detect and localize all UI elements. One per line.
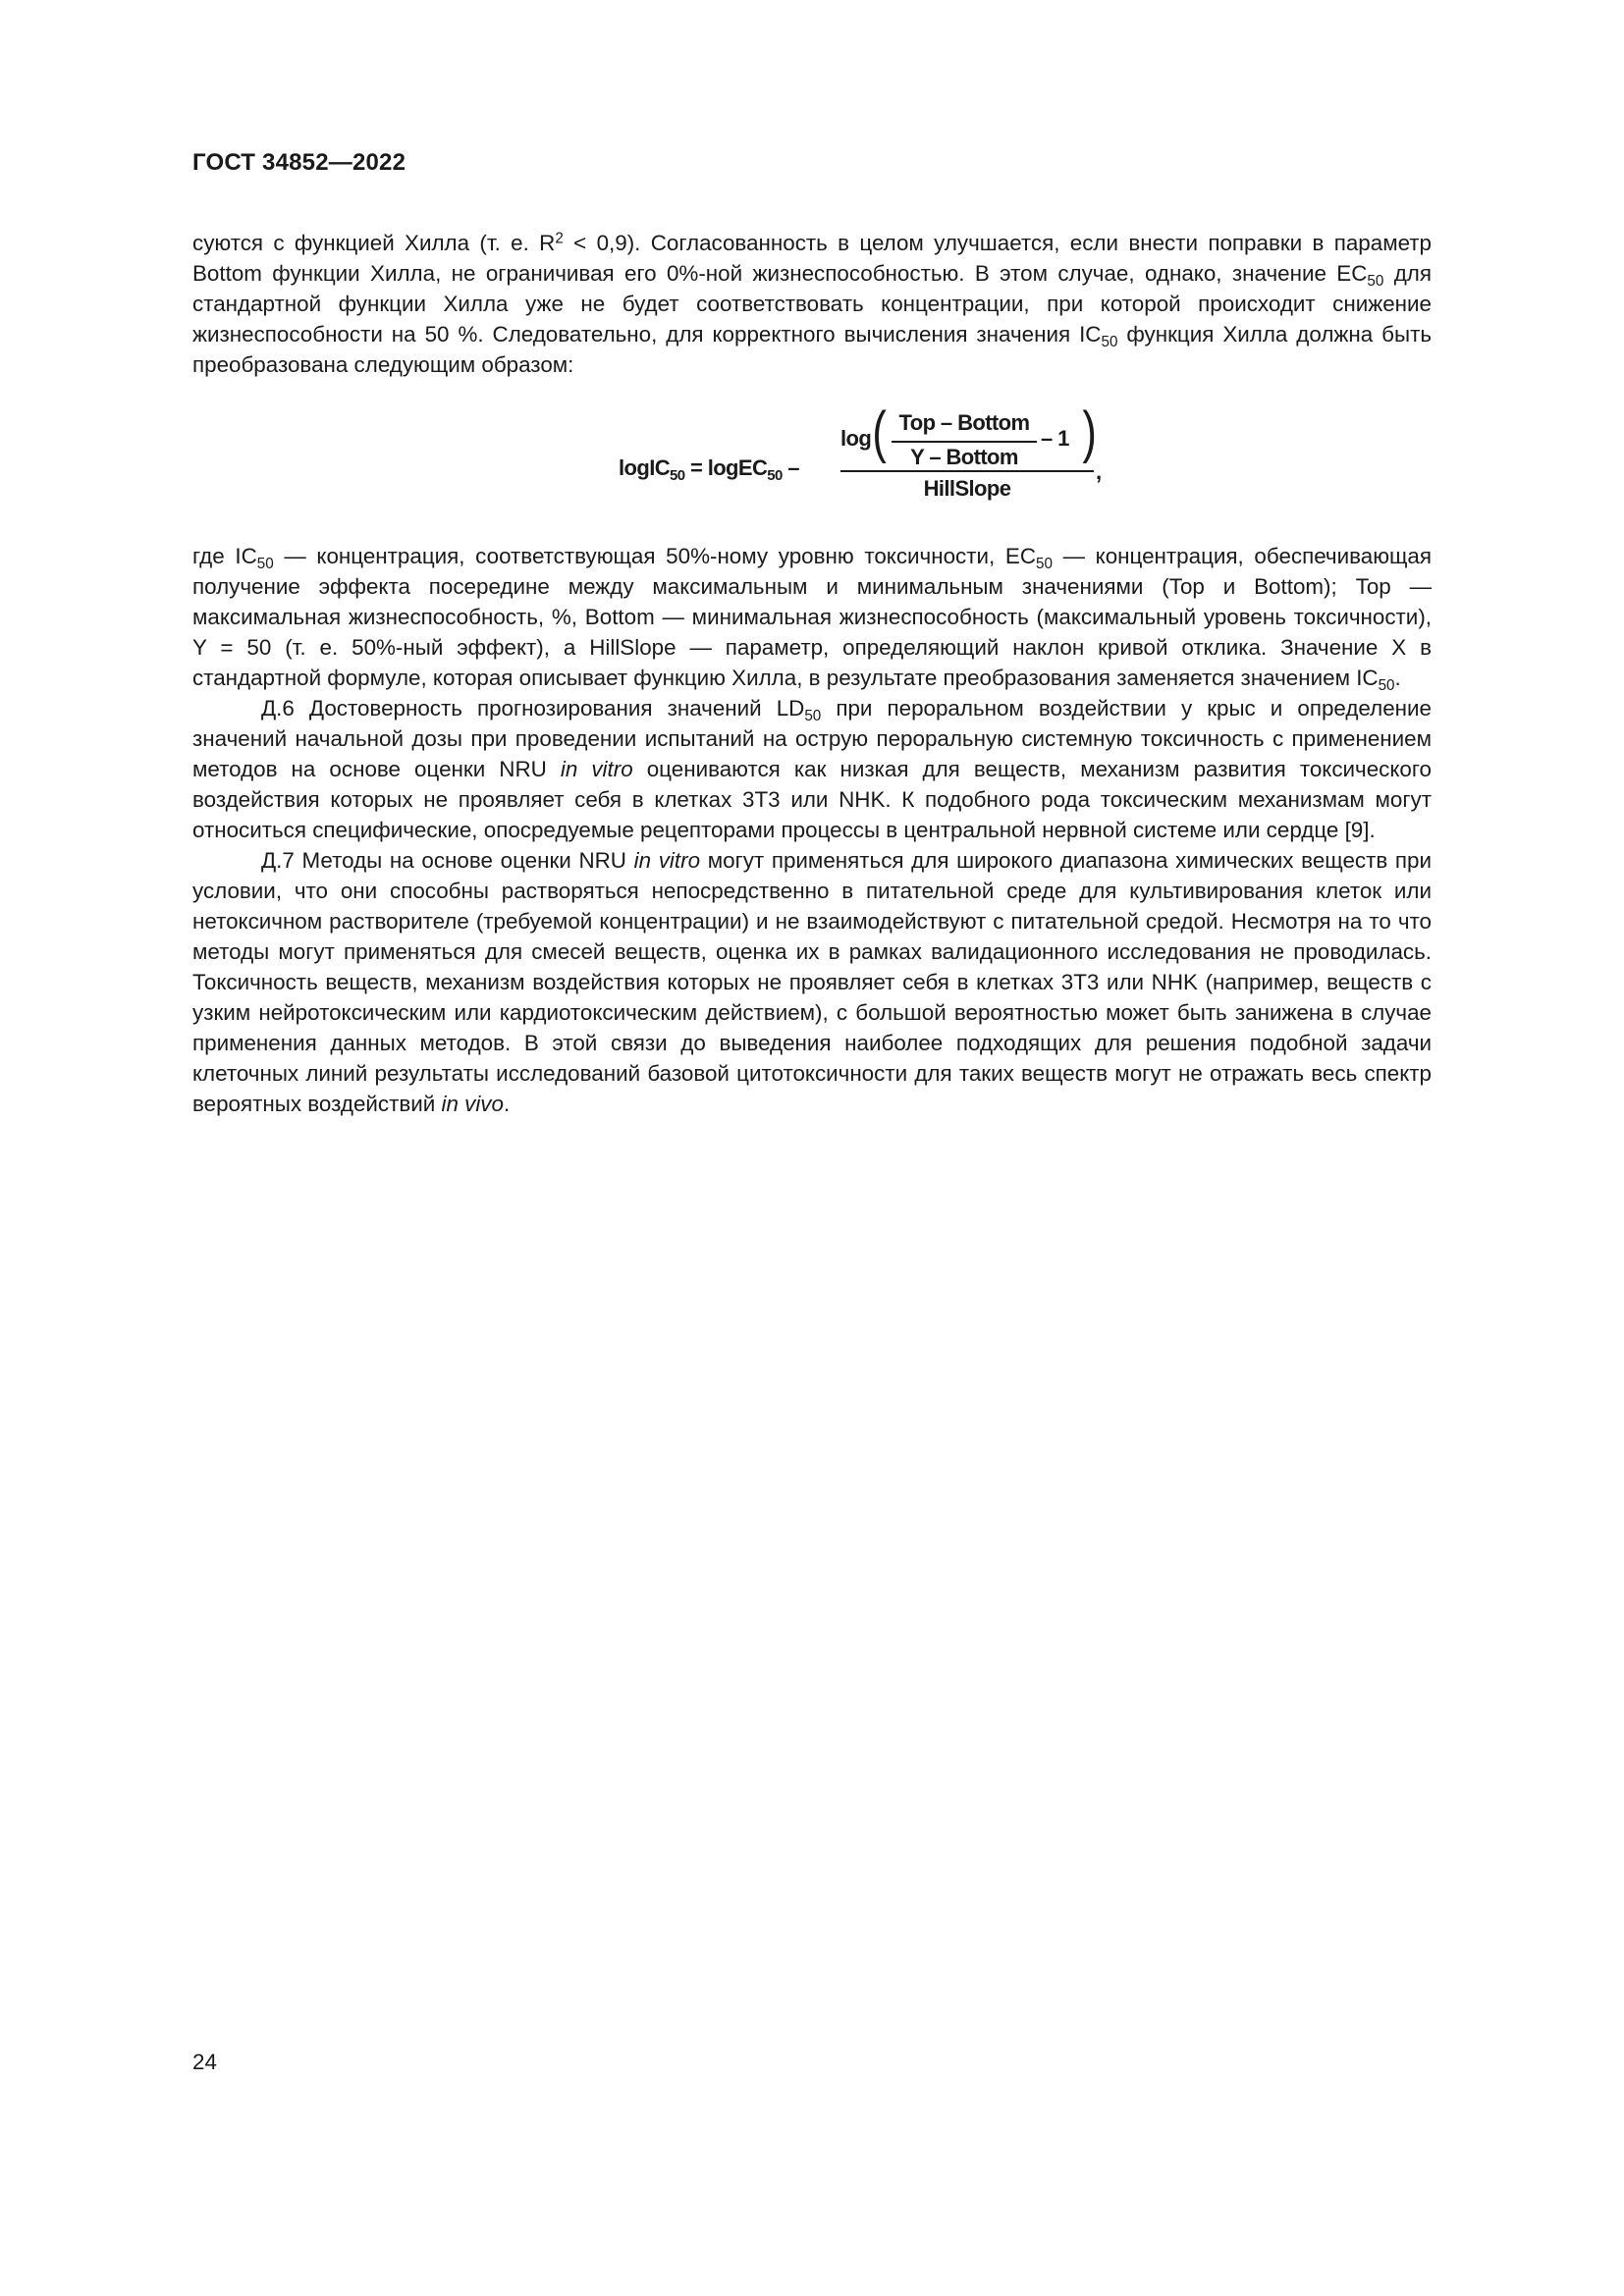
denominator: HillSlope	[923, 476, 1011, 501]
text-run: где IC	[192, 544, 257, 568]
minus-one: – 1	[1041, 426, 1069, 451]
equation-lhs	[619, 455, 799, 484]
text-run: суются с функцией Хилла (т. е. R	[192, 231, 556, 255]
text-run: — концентрация, соответствующая 50%-ному уровню токсичности, EC	[273, 544, 1036, 568]
log-ec: = logEC	[684, 455, 768, 480]
document-header: ГОСТ 34852—2022	[192, 149, 406, 176]
subscript: 50	[1101, 333, 1118, 350]
paragraph-d6	[192, 693, 1432, 845]
page-number: 24	[192, 2050, 217, 2074]
text-run: для стандартной функции Хилла уже не будет соответствовать концентрации, при которой происходит снижение жизнеспособности на 50 %. Следовательно, для корректного вычисления значения IC	[192, 261, 1432, 347]
text-run: оцениваются как низкая для веществ, механизм развития токсического воздействия которых не проявляет себя в клетках 3Т3 или NHK. К подобного рода токсическим механизмам могут относиться специфические, опосредуемые рецепторами процессы в центральной нервной системе или сердце [9].	[192, 757, 1432, 842]
inner-fraction-bar	[892, 441, 1037, 443]
inner-denominator: Y – Bottom	[910, 445, 1018, 469]
paragraph-definitions	[192, 541, 1432, 1119]
subscript: 50	[767, 466, 783, 484]
hill-equation	[619, 400, 1129, 514]
text-run: .	[1394, 666, 1401, 690]
subscript: 50	[804, 707, 822, 724]
subscript: 50	[1035, 555, 1053, 572]
fraction-bar	[840, 470, 1094, 472]
text-run: < 0,9). Согласованность в целом улучшается, если внести поправки в параметр Bottom функции Хилла, не ограничивая его 0%-ной жизнеспособностью. В этом случае, однако, значение EC	[192, 231, 1433, 286]
equation-comma: ,	[1096, 459, 1102, 484]
text-run: могут применяться для широкого диапазона химических веществ при условии, что они способны растворяться непосредственно в питательной среде для культивирования клеток или нетоксичном растворителе (требуемой концентрации) и не взаимодействуют с питательной средой. Несмотря на то что методы могут применяться для смесей веществ, оценка их в рамках валидационного исследования не проводилась. Токсичность веществ, механизм воздействия которых не проявляет себя в клетках 3Т3 или NHK (например, веществ с узким нейротоксическим или кардиотоксическим действием), с большой вероятностью может быть занижена в случае применения данных методов. В этой связи до выведения наиболее подходящих для решения подобной задачи клеточных линий результаты исследований базовой цитотоксичности для таких веществ могут не отражать весь спектр вероятных воздействий	[192, 848, 1432, 1116]
paragraph-d7	[192, 845, 1432, 1119]
paren-right: )	[1082, 400, 1097, 464]
italic-run: in vivo	[441, 1092, 504, 1116]
log-label: log	[840, 426, 872, 451]
text-run: при пероральном воздействии у крыс и определение значений начальной дозы при проведении испытаний на острую пероральную системную токсичность с применением методов на основе оценки NRU	[192, 696, 1432, 781]
paragraph-continued	[192, 228, 1432, 380]
subscript: 50	[1367, 272, 1384, 290]
italic-run: in vitro	[560, 757, 633, 781]
superscript: 2	[555, 230, 564, 247]
subscript: 50	[670, 466, 685, 484]
paren-left: (	[872, 400, 887, 464]
subscript: 50	[1378, 676, 1395, 694]
italic-run: in vitro	[633, 848, 701, 873]
text-run: Д.7 Методы на основе оценки NRU	[261, 848, 634, 873]
text-run: Д.6 Достоверность прогнозирования значений LD	[261, 696, 805, 721]
minus-sign: –	[782, 455, 799, 480]
subscript: 50	[256, 555, 274, 572]
text-run: функция Хилла должна быть преобразована следующим образом:	[192, 322, 1432, 377]
text-run: — концентрация, обеспечивающая получение эффекта посередине между максимальным и минимальным значениями (Top и Bottom); Top — максимальная жизнеспособность, %, Bottom — минимальная жизнеспособность (максимальный уровень токсичности), Y = 50 (т. е. 50%-ный эффект), а HillSlope — параметр, определяющий наклон кривой отклика. Значение X в стандартной формуле, которая описывает функцию Хилла, в результате преобразования заменяется значением IC	[192, 544, 1432, 690]
text-run: .	[503, 1092, 511, 1116]
inner-numerator: Top – Bottom	[898, 410, 1030, 435]
log-ic: logIC	[619, 455, 670, 480]
